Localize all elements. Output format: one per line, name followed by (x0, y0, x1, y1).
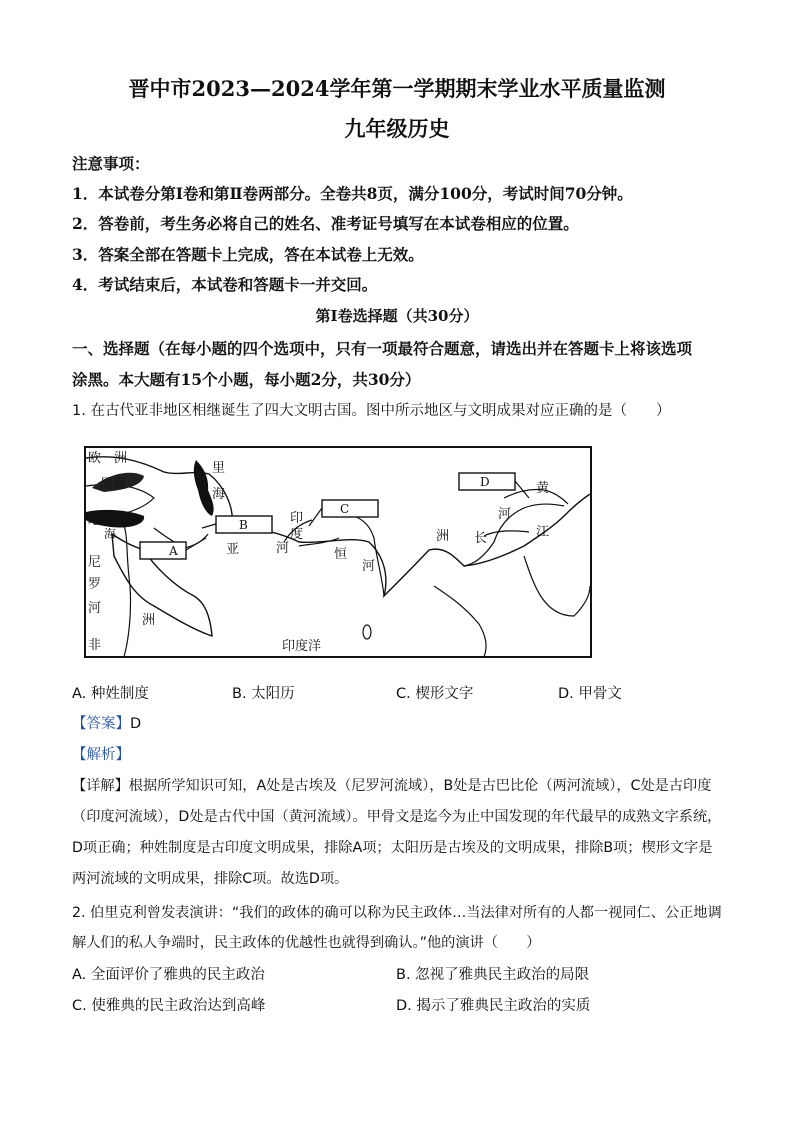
notice-item: 3．答案全部在答题卡上完成，答在本试卷上无效。 (72, 245, 424, 264)
q2-option-c: C. 使雅典的民主政治达到高峰 (72, 998, 266, 1014)
map-label-africa: 非 (88, 638, 102, 653)
q1-analysis-label: 【解析】 (72, 747, 130, 763)
exam-subtitle: 九年级历史 (344, 116, 450, 141)
q2-option-a: A. 全面评价了雅典的民主政治 (72, 967, 265, 983)
notice-item: 4．考试结束后，本试卷和答题卡一并交回。 (72, 275, 378, 294)
map-label-caspian: 里 (212, 461, 226, 476)
q1-detail-line: D项正确；种姓制度是古印度文明成果，排除A项；太阳历是古埃及的文明成果，排除B项；楔形文字是 (72, 840, 713, 856)
section-title: 第Ⅰ卷选择题（共30分） (315, 307, 479, 325)
map-label-indus: 河 (276, 541, 290, 556)
q1-option-b: B. 太阳历 (232, 686, 295, 702)
map-box-a-label: A (169, 544, 178, 558)
map-label-yellow-river: 河 (498, 507, 512, 522)
ancient-civilizations-map (84, 446, 592, 658)
map-label-black-sea: 黑海 (100, 477, 127, 492)
q2-option-b: B. 忽视了雅典民主政治的局限 (396, 967, 590, 983)
map-label-indus: 度 (290, 527, 304, 542)
notice-item: 1．本试卷分第Ⅰ卷和第Ⅱ卷两部分。全卷共8页，满分100分，考试时间70分钟。 (72, 184, 633, 203)
map-label-ganges: 恒 (334, 547, 348, 562)
map-label-africa: 洲 (142, 613, 156, 628)
q1-option-d: D. 甲骨文 (558, 686, 622, 702)
notice-item: 2．答卷前，考生务必将自己的姓名、准考证号填写在本试卷相应的位置。 (72, 214, 579, 233)
q2-option-d: D. 揭示了雅典民主政治的实质 (396, 998, 591, 1014)
q2-stem-cont: 解人们的私人争端时，民主政体的优越性也就得到确认。”他的演讲（ ） (72, 935, 541, 951)
map-label-mediterranean: 地 (88, 513, 102, 528)
map-box-b-label: B (239, 518, 248, 532)
q1-detail-line: 两河流域的文明成果，排除C项。故选D项。 (72, 871, 349, 887)
notice-heading: 注意事项： (72, 154, 150, 173)
map-label-nile: 河 (88, 601, 102, 616)
map-label-nile: 罗 (88, 577, 102, 592)
q1-stem: 1. 在古代亚非地区相继诞生了四大文明古国。图中所示地区与文明成果对应正确的是（ ） (72, 403, 671, 419)
q1-detail-line: 【详解】根据所学知识可知，A处是古埃及（尼罗河流域），B处是古巴比伦（两河流域），C处是古印度 (72, 778, 712, 794)
map-box-c-label: C (340, 502, 350, 516)
map-label-ganges: 河 (362, 559, 376, 574)
section-instruction-cont: 涂黑。本大题有15个小题，每小题2分，共30分） (72, 370, 421, 389)
exam-title: 晋中市2023—2024学年第一学期期末学业水平质量监测 (128, 76, 666, 101)
q1-answer (72, 712, 141, 733)
q2-stem: 2. 伯里克利曾发表演讲：“我们的政体的确可以称为民主政体…当法律对所有的人都一视同仁、公正地调 (72, 905, 722, 921)
map-label-mediterranean: 中 (104, 513, 118, 528)
q1-detail-line: （印度河流域），D处是古代中国（黄河流域）。甲骨文是迄今为止中国发现的年代最早的成熟文字系统， (72, 809, 722, 825)
answer-label: 【答案】 (72, 716, 130, 732)
map-label-indian-ocean: 印度洋 (282, 639, 322, 654)
q1-option-a: A. 种姓制度 (72, 686, 149, 702)
map-box-d-label: D (480, 475, 490, 489)
map-label-mediterranean: 海 (104, 527, 117, 541)
map-label-yangtze: 江 (536, 525, 550, 540)
map-label-yellow-river: 黄 (536, 481, 550, 496)
map-label-nile: 尼 (88, 555, 102, 570)
q1-option-c: C. 楔形文字 (396, 686, 474, 702)
map-label-europe: 欧 洲 (88, 451, 128, 466)
section-instruction: 一、选择题（在每小题的四个选项中，只有一项最符合题意，请选出并在答题卡上将该选项 (72, 339, 693, 358)
map-label-asia: 亚 (226, 542, 240, 557)
map-label-yangtze: 长 (474, 531, 488, 546)
answer-value: D (130, 716, 142, 732)
map-label-asia: 洲 (436, 529, 450, 544)
map-label-caspian: 海 (212, 487, 226, 502)
map-label-indus: 印 (290, 511, 304, 526)
